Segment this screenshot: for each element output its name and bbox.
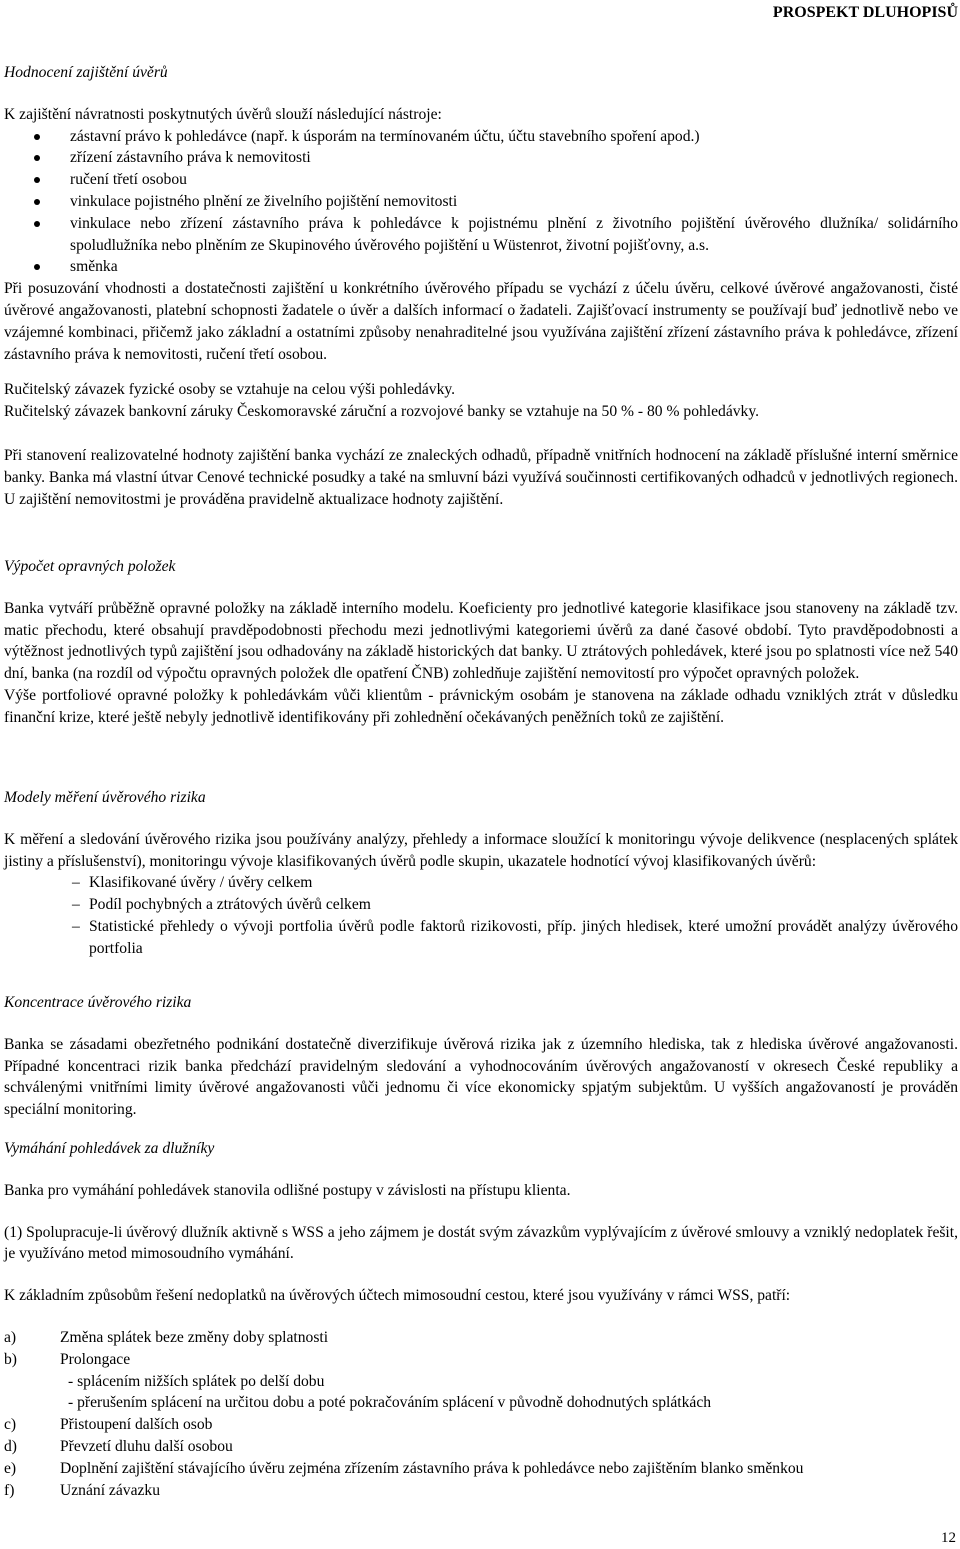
section-heading: Výpočet opravných položek xyxy=(4,558,176,575)
bullet-dot-icon xyxy=(34,221,40,227)
list-item: e) Doplnění zajištění stávajícího úvěru zejména zřízením zástavního práva k pohledávce nebo zajištěním blanko směnkou xyxy=(4,1459,804,1477)
paragraph: Banka pro vymáhání pohledávek stanovila odlišné postupy v závislosti na přístupu klienta. xyxy=(4,1181,571,1199)
page-number: 12 xyxy=(941,1530,956,1546)
list-item: f) Uznání závazku xyxy=(4,1481,161,1499)
section-heading: Koncentrace úvěrového rizika xyxy=(4,994,192,1011)
section-heading: Vymáhání pohledávek za dlužníky xyxy=(4,1140,215,1157)
list-item: b) Prolongace xyxy=(4,1350,131,1368)
list-item: d) Převzetí dluhu další osobou xyxy=(4,1437,233,1455)
document-header-title: PROSPEKT DLUHOPISŮ xyxy=(772,4,958,21)
bullet-dot-icon xyxy=(34,155,40,161)
bullet-item: vinkulace pojistného plnění ze živelního pojištění nemovitosti xyxy=(4,191,958,213)
paragraph: K měření a sledování úvěrového rizika jsou používány analýzy, přehledy a informace sloužící k monitoringu vývoje delikvence (nesplacených splátek jistiny a příslušenství), monitoringu vývoje klasifikovaných úvěrů podle skupin, ukazatele hodnotící vývoj klasifikovaných úvěrů: xyxy=(4,830,958,870)
section-collateral-assessment xyxy=(4,62,958,510)
dash-icon: – xyxy=(72,896,80,914)
bullet-item: ručení třetí osobou xyxy=(4,169,958,191)
dash-icon: – xyxy=(72,874,80,892)
section-credit-risk-models xyxy=(4,787,958,960)
bullet-dot-icon xyxy=(34,177,40,183)
bullet-dot-icon xyxy=(34,264,40,270)
section-provisions-calculation xyxy=(4,556,958,729)
sub-list-item: - splácením nižších splátek po delší dobu xyxy=(68,1372,325,1390)
dash-item: – Statistické přehledy o vývoji portfolia úvěrů podle faktorů rizikovosti, příp. jiných hledisek, které umožní provádět analýzy úvěrového portfolia xyxy=(72,917,958,957)
list-item: a) Změna splátek beze změny doby splatnosti xyxy=(4,1328,329,1346)
paragraph: K základním způsobům řešení nedoplatků na úvěrových účtech mimosoudní cestou, které jsou využívány v rámci WSS, patří: xyxy=(4,1287,791,1305)
paragraph: Ručitelský závazek fyzické osoby se vztahuje na celou výši pohledávky. xyxy=(4,381,456,399)
paragraph: Banka vytváří průběžně opravné položky na základě interního modelu. Koeficienty pro jednotlivé kategorie klasifikace jsou stanoveny na základě tzv. matic přechodu, které obsahují pravděpodobnosti přechodu mezi jednotlivými kategoriemi úvěrů za dané časové období. Tyto pravděpodobnosti a výtěžnost jednotlivých typů zajištění jsou odhadovány na základě historických dat banky. U ztrátových pohledávek, které jsou po splatnosti více než 540 dní, banka (na rozdíl od výpočtu opravných položek dle opatření ČNB) zohledňuje zajištění nemovitostí pro výpočet opravných položek. xyxy=(4,599,958,683)
section-debt-recovery xyxy=(4,1138,958,1501)
paragraph: Výše portfoliové opravné položky k pohledávkám vůči klientům - právnickým osobám je stanovena na základe odhadu vzniklých ztrát v důsledku finanční krize, které ještě nebyly jednotlivě identifikovány při zohlednění očekávaných peněžních toků ze zajištění. xyxy=(4,686,958,726)
paragraph: Banka se zásadami obezřetného podnikání dostatečně diverzifikuje úvěrová rizika jak z územního hlediska, tak z hlediska úvěrové angažovanosti. Případné koncentraci rizik banka předchází pravidelným sledování a vyhodnocováním úvěrových angažovaností v okresech České republiky a schválenými vnitřními limity úvěrové angažovanosti vůči jednomu či více ekonomicky spjatým subjektům. U vyšších angažovaností je prováděn speciální monitoring. xyxy=(4,1035,958,1119)
bullet-item: směnka xyxy=(4,256,958,278)
bullet-item: vinkulace nebo zřízení zástavního práva k pohledávce k pojistnému plnění z životního pojištění úvěrového dlužníka/ solidárního spoludlužníka nebo plněním ze Skupinového úvěrového pojištění u Wüstenrot, životní pojišťovny, a.s. xyxy=(4,213,958,257)
paragraph: K zajištění návratnosti poskytnutých úvěrů slouží následující nástroje: xyxy=(4,105,442,123)
dash-icon: – xyxy=(72,917,80,935)
lettered-list xyxy=(4,1327,958,1501)
dash-item: – Podíl pochybných a ztrátových úvěrů celkem xyxy=(4,894,958,916)
sub-list-item: - přerušením splácení na určitou dobu a poté pokračováním splácení v původně dohodnutých splátkách xyxy=(68,1394,712,1412)
bullet-dot-icon xyxy=(34,134,40,140)
bullet-item: zřízení zástavního práva k nemovitosti xyxy=(4,147,958,169)
section-heading: Hodnocení zajištění úvěrů xyxy=(4,64,168,81)
paragraph: Při posuzování vhodnosti a dostatečnosti zajištění u konkrétního úvěrového případu se vychází z účelu úvěru, celkové úvěrové angažovanosti, čisté úvěrové angažovanosti, platební schopnosti žadatele o úvěr a dalších informací o žadateli. Zajišťovací instrumenty se používají buď jednotlivě nebo ve vzájemné kombinaci, přičemž jako základní a ostatními způsoby nenahraditelné jsou využívána zajištění zřízení zástavního práva k pohledávce, zřízení zástavního práva k nemovitosti, ručení třetí osobou. xyxy=(4,280,958,363)
section-risk-concentration xyxy=(4,992,958,1121)
section-heading: Modely měření úvěrového rizika xyxy=(4,789,206,806)
paragraph: Při stanovení realizovatelné hodnoty zajištění banka vychází ze znaleckých odhadů, případně vnitřních hodnocení na základě příslušné interní směrnice banky. Banka má vlastní útvar Cenové technické posudky a také na smluvní bázi využívá součinnosti certifikovaných odhadců v jednotlivých regionech. U zajištění nemovitostmi je prováděna pravidelně aktualizace hodnoty zajištění. xyxy=(4,446,958,508)
dash-item: – Klasifikované úvěry / úvěry celkem xyxy=(4,872,958,894)
paragraph: Ručitelský závazek bankovní záruky Českomoravské záruční a rozvojové banky se vztahuje na 50 % - 80 % pohledávky. xyxy=(4,403,760,421)
bullet-item: zástavní právo k pohledávce (např. k úsporám na termínovaném účtu, účtu stavebního spoření apod.) xyxy=(4,126,958,148)
paragraph: (1) Spolupracuje-li úvěrový dlužník aktivně s WSS a jeho zájmem je dostát svým závazkům vyplývajícím z úvěrové smlouvy a vzniklý nedoplatek řešit, je využíváno metod mimosoudního vymáhání. xyxy=(4,1223,958,1263)
bullet-dot-icon xyxy=(34,199,40,205)
list-item: c) Přistoupení dalších osob xyxy=(4,1416,213,1434)
